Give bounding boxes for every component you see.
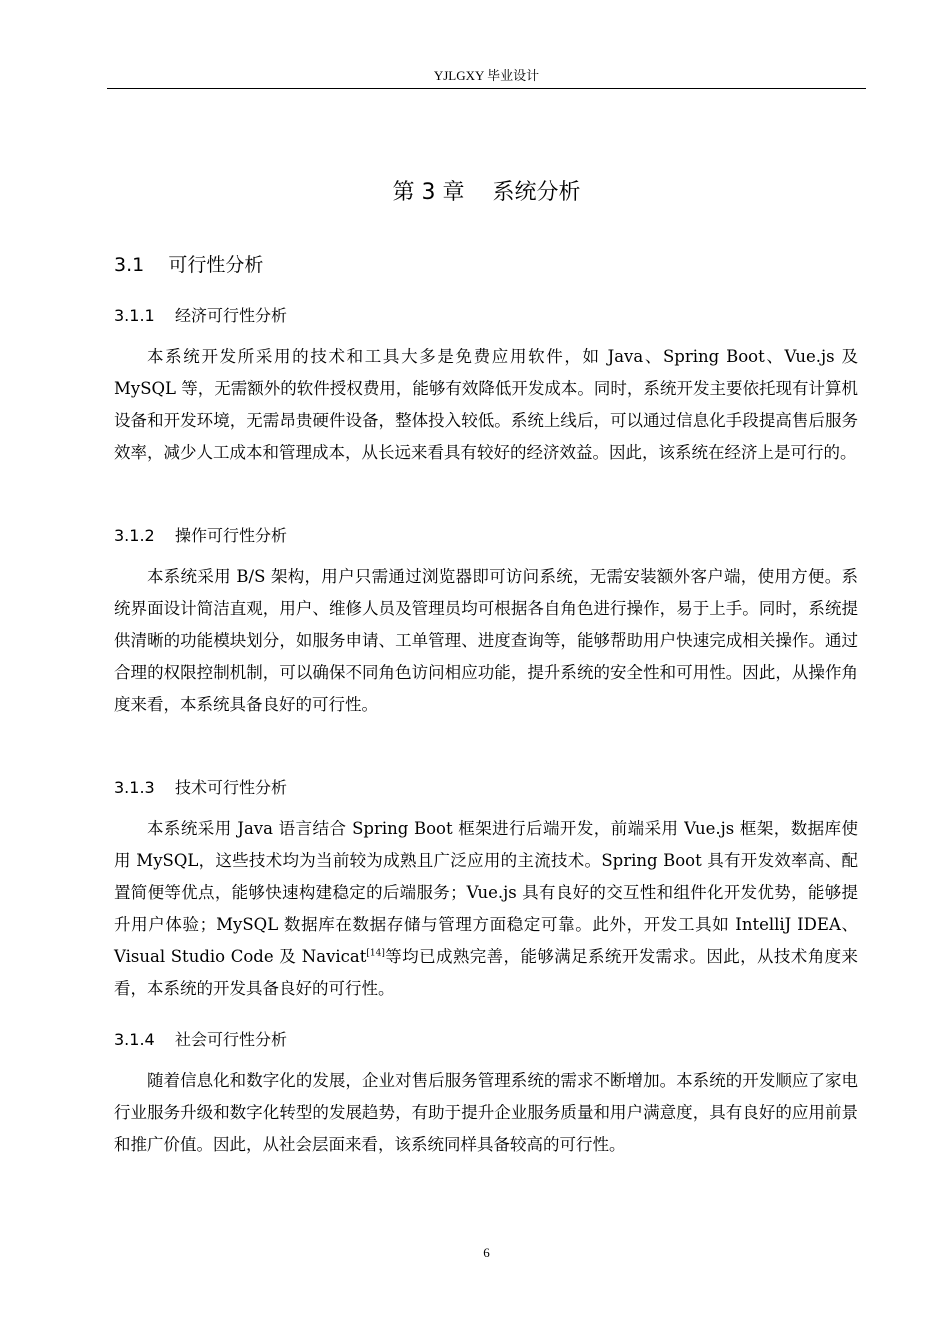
paragraph-technical — [114, 813, 858, 1005]
subsection-heading-social: 3.1.4 社会可行性分析 — [114, 1030, 288, 1049]
page-header: YJLGXY 毕业设计 — [433, 68, 540, 83]
subsection-heading-technical: 3.1.3 技术可行性分析 — [114, 778, 288, 797]
paragraph-social: 随着信息化和数字化的发展，企业对售后服务管理系统的需求不断增加。本系统的开发顺应了家电行业服务升级和数字化转型的发展趋势，有助于提升企业服务质量和用户满意度，具有良好的应用前景和推广价值。因此，从社会层面来看，该系统同样具备较高的可行性。 — [114, 1071, 858, 1154]
subsection-heading-economic: 3.1.1 经济可行性分析 — [114, 306, 288, 325]
subsection-heading-operational: 3.1.2 操作可行性分析 — [114, 526, 288, 545]
paragraph-operational: 本系统采用 B/S 架构，用户只需通过浏览器即可访问系统，无需安装额外客户端，使用方便。系统界面设计简洁直观，用户、维修人员及管理员均可根据各自角色进行操作，易于上手。同时，系统提供清晰的功能模块划分，如服务申请、工单管理、进度查询等，能够帮助用户快速完成相关操作。通过合理的权限控制机制，可以确保不同角色访问相应功能，提升系统的安全性和可用性。因此，从操作角度来看，本系统具备良好的可行性。 — [114, 567, 858, 714]
paragraph-technical-text-after: 等均已成熟完善，能够满足系统开发需求。因此，从技术角度来看，本系统的开发具备良好的可行性。 — [114, 947, 858, 998]
paragraph-economic: 本系统开发所采用的技术和工具大多是免费应用软件，如 Java、Spring Boot、Vue.js 及 MySQL 等，无需额外的软件授权费用，能够有效降低开发成本。同时，系统开发主要依托现有计算机设备和开发环境，无需昂贵硬件设备，整体投入较低。系统上线后，可以通过信息化手段提高售后服务效率，减少人工成本和管理成本，从长远来看具有较好的经济效益。因此，该系统在经济上是可行的。 — [114, 347, 858, 462]
paragraph-technical-text-before: 本系统采用 Java 语言结合 Spring Boot 框架进行后端开发，前端采用 Vue.js 框架，数据库使用 MySQL，这些技术均为当前较为成熟且广泛应用的主流技术。Spring Boot 具有开发效率高、配置简便等优点，能够快速构建稳定的后端服务；Vue.js 具有良好的交互性和组件化开发优势，能够提升用户体验；MySQL 数据库在数据存储与管理方面稳定可靠。此外，开发工具如 IntelliJ IDEA、Visual Studio Code 及 Navicat — [114, 819, 858, 966]
header-rule — [107, 88, 866, 89]
section-heading: 3.1 可行性分析 — [114, 254, 264, 276]
page-number: 6 — [483, 1245, 490, 1260]
chapter-title: 第 3 章 系统分析 — [392, 180, 581, 205]
citation-reference: [14] — [366, 948, 385, 959]
